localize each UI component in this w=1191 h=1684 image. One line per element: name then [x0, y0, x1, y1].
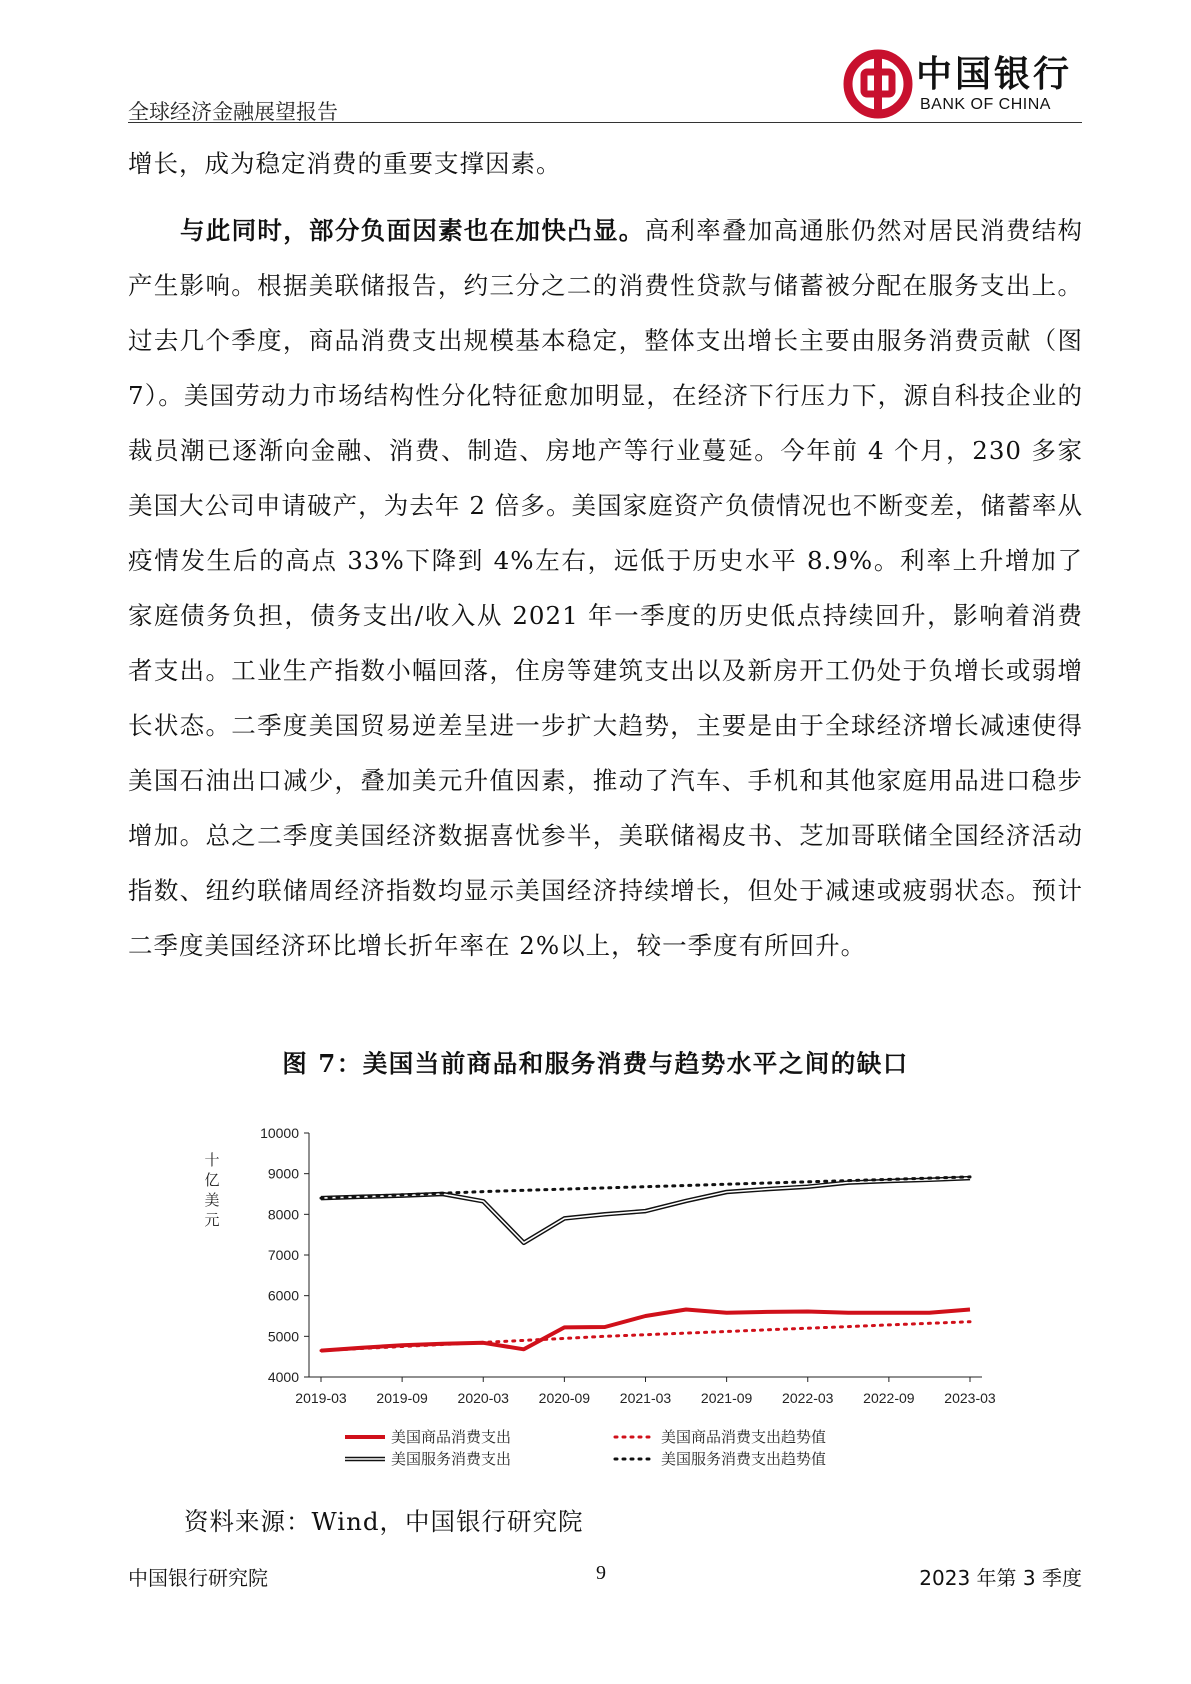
y-tick-label: 4000: [267, 1369, 299, 1385]
x-tick-label: 2022-03: [782, 1390, 834, 1406]
paragraph-2-text: [128, 203, 1083, 973]
x-tick-label: 2021-03: [619, 1390, 672, 1406]
x-tick-label: 2022-09: [863, 1390, 915, 1406]
y-axis-label-char: 十: [204, 1151, 220, 1169]
x-tick-label: 2019-03: [295, 1390, 347, 1406]
logo-chinese-name: 中国银行: [916, 53, 1073, 95]
y-tick-label: 8000: [267, 1206, 299, 1223]
y-tick-label: 5000: [267, 1328, 299, 1345]
y-axis-label-char: 亿: [204, 1171, 220, 1189]
legend-label: 美国服务消费支出趋势值: [661, 1450, 827, 1468]
figure-title: 图 7：美国当前商品和服务消费与趋势水平之间的缺口: [282, 1049, 909, 1078]
y-axis-label-char: 美: [204, 1191, 220, 1209]
series-line-goods-trend: [321, 1322, 970, 1351]
x-tick-label: 2019-09: [376, 1390, 428, 1406]
y-tick-label: 6000: [267, 1287, 299, 1304]
paragraph-lead-sentence: 与此同时，部分负面因素也在加快凸显。: [180, 216, 645, 245]
bank-logo-icon: [842, 48, 914, 120]
header-divider: [128, 122, 1082, 123]
figure-source: 资料来源：Wind，中国银行研究院: [184, 1507, 584, 1536]
series-line-services-trend: [321, 1177, 970, 1198]
bank-logo: [842, 48, 1087, 120]
paragraph-main: [128, 203, 1083, 973]
page-number: 9: [596, 1562, 606, 1584]
paragraph-1-text: 增长，成为稳定消费的重要支撑因素。: [128, 149, 562, 178]
logo-english-name: BANK OF CHINA: [920, 96, 1051, 113]
x-tick-label: 2023-03: [944, 1390, 996, 1406]
y-tick-label: 7000: [267, 1247, 299, 1263]
report-title: 全球经济金融展望报告: [128, 100, 338, 124]
footer-period: 2023 年第 3 季度: [919, 1566, 1082, 1590]
y-tick-label: 9000: [267, 1165, 299, 1182]
consumption-line-chart: [190, 1110, 1030, 1490]
legend-label: 美国服务消费支出: [391, 1450, 512, 1468]
x-tick-label: 2020-03: [457, 1390, 509, 1406]
y-tick-label: 10000: [260, 1125, 299, 1141]
paragraph-continuation: [128, 136, 1083, 191]
series-line-services-inner: [321, 1178, 970, 1243]
legend-label: 美国商品消费支出: [391, 1428, 512, 1446]
footer-organization: 中国银行研究院: [128, 1566, 268, 1590]
paragraph-body: 高利率叠加高通胀仍然对居民消费结构产生影响。根据美联储报告，约三分之二的消费性贷款与储蓄被分配在服务支出上。过去几个季度，商品消费支出规模基本稳定，整体支出增长主要由服务消费贡献（图 7）。美国劳动力市场结构性分化特征愈加明显，在经济下行压力下，源自科技企业的裁员潮已逐渐向金融、消费、制造、房地产等行业蔓延。今年前 4 个月，230 多家美国大公司申请破产，为去年 2 倍多。美国家庭资产负债情况也不断变差，储蓄率从疫情发生后的高点 33%下降到 4%左右，远低于历史水平 8.9%。利率上升增加了家庭债务负担，债务支出/收入从 2021 年一季度的历史低点持续回升，影响着消费者支出。工业生产指数小幅回落，住房等建筑支出以及新房开工仍处于负增长或弱增长状态。二季度美国贸易逆差呈进一步扩大趋势，主要是由于全球经济增长减速使得美国石油出口减少，叠加美元升值因素，推动了汽车、手机和其他家庭用品进口稳步增加。总之二季度美国经济数据喜忧参半，美联储褐皮书、芝加哥联储全国经济活动指数、纽约联储周经济指数均显示美国经济持续增长，但处于减速或疲弱状态。预计二季度美国经济环比增长折年率在 2%以上，较一季度有所回升。: [128, 216, 1084, 960]
x-tick-label: 2020-09: [538, 1390, 591, 1406]
legend-label: 美国商品消费支出趋势值: [661, 1428, 827, 1446]
y-axis-label-char: 元: [204, 1211, 220, 1229]
x-tick-label: 2021-09: [700, 1390, 753, 1406]
